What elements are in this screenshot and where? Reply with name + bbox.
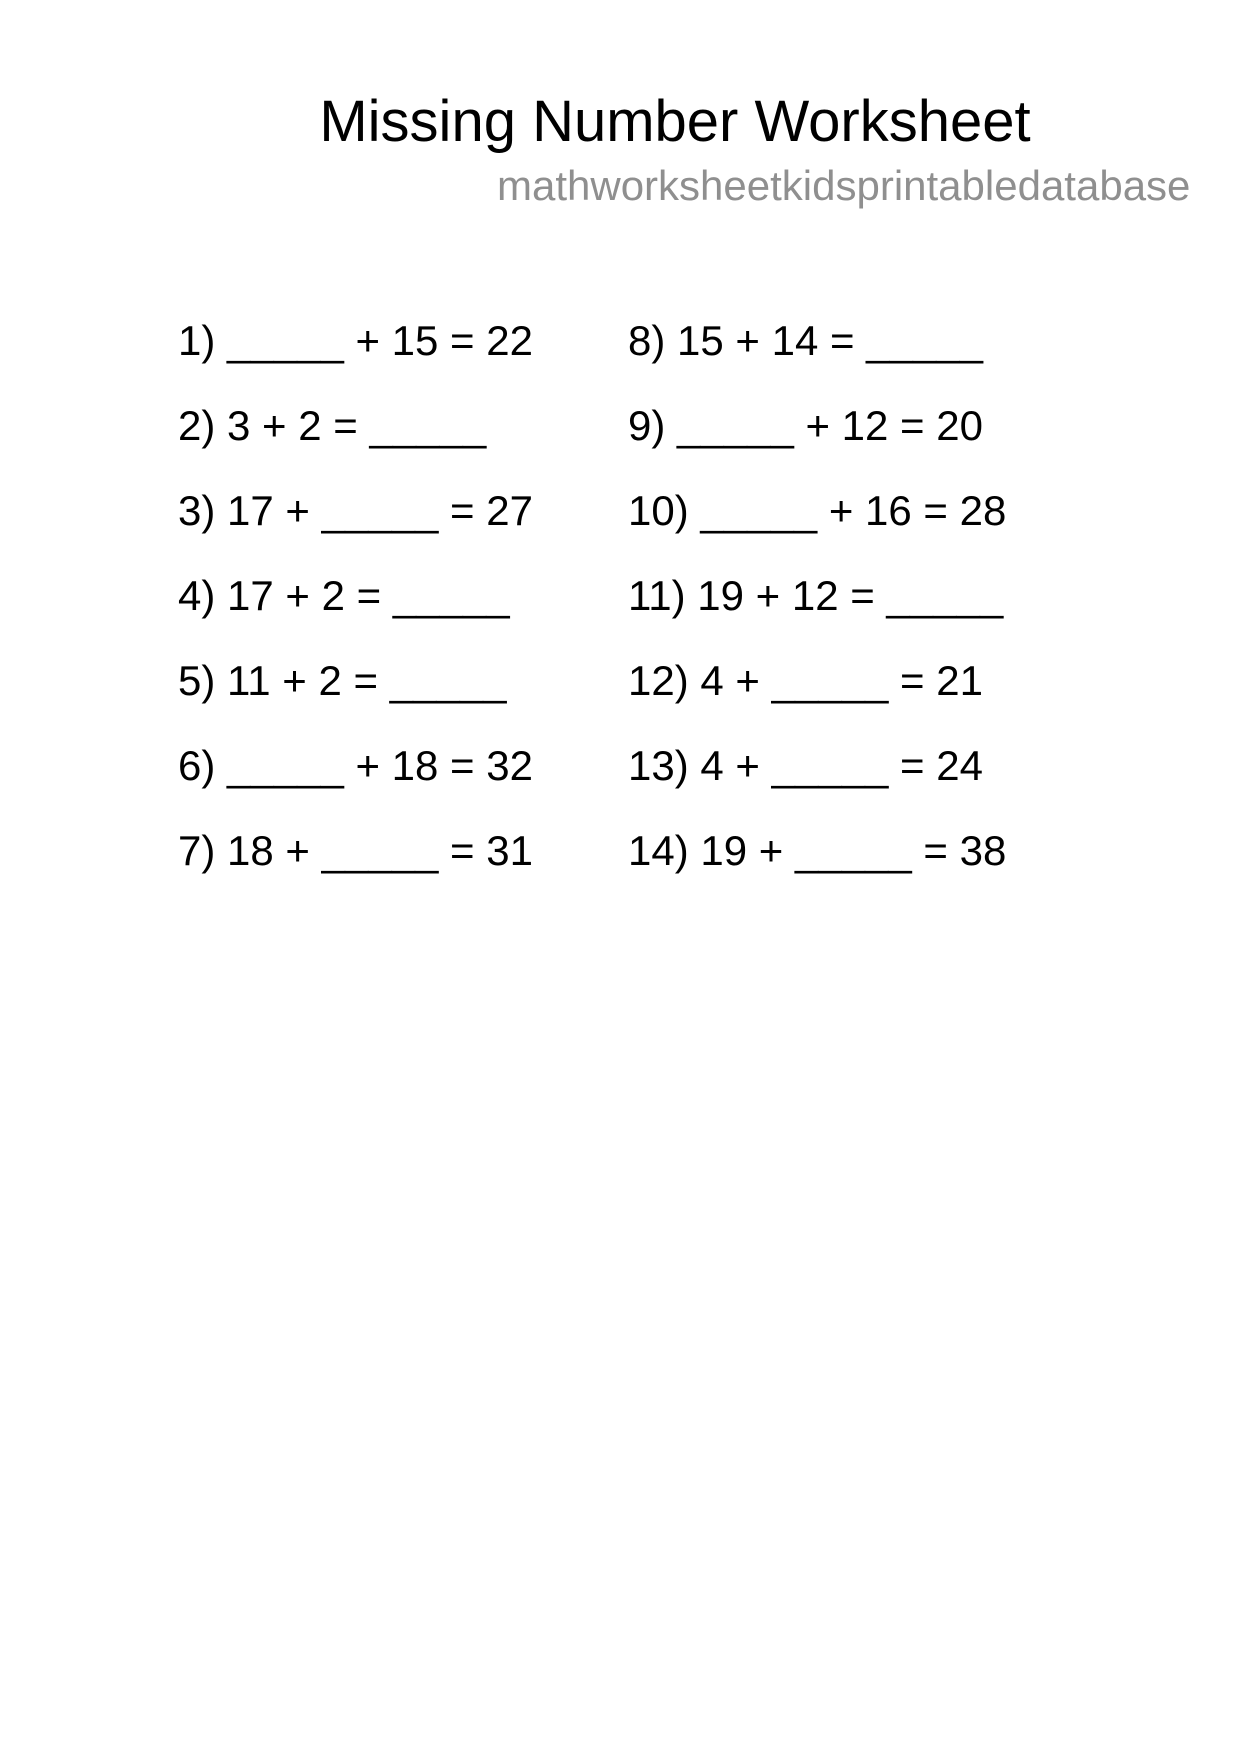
problem-14: 14) 19 + _____ = 38 bbox=[628, 826, 1007, 874]
problem-12: 12) 4 + _____ = 21 bbox=[628, 656, 983, 704]
problem-10: 10) _____ + 16 = 28 bbox=[628, 486, 1007, 534]
problem-2: 2) 3 + 2 = _____ bbox=[178, 401, 487, 449]
problem-9: 9) _____ + 12 = 20 bbox=[628, 401, 983, 449]
problem-4: 4) 17 + 2 = _____ bbox=[178, 571, 510, 619]
problem-7: 7) 18 + _____ = 31 bbox=[178, 826, 533, 874]
problems-column-right bbox=[628, 298, 1006, 893]
watermark-text: mathworksheetkidsprintabledatabase bbox=[497, 162, 1191, 209]
problem-8: 8) 15 + 14 = _____ bbox=[628, 316, 983, 364]
page-title: Missing Number Worksheet bbox=[319, 89, 1031, 154]
problem-13: 13) 4 + _____ = 24 bbox=[628, 741, 983, 789]
problem-1: 1) _____ + 15 = 22 bbox=[178, 316, 533, 364]
problems-column-left bbox=[178, 298, 533, 893]
problem-3: 3) 17 + _____ = 27 bbox=[178, 486, 533, 534]
problem-11: 11) 19 + 12 = _____ bbox=[628, 571, 1004, 619]
problem-6: 6) _____ + 18 = 32 bbox=[178, 741, 533, 789]
problem-5: 5) 11 + 2 = _____ bbox=[178, 656, 507, 704]
